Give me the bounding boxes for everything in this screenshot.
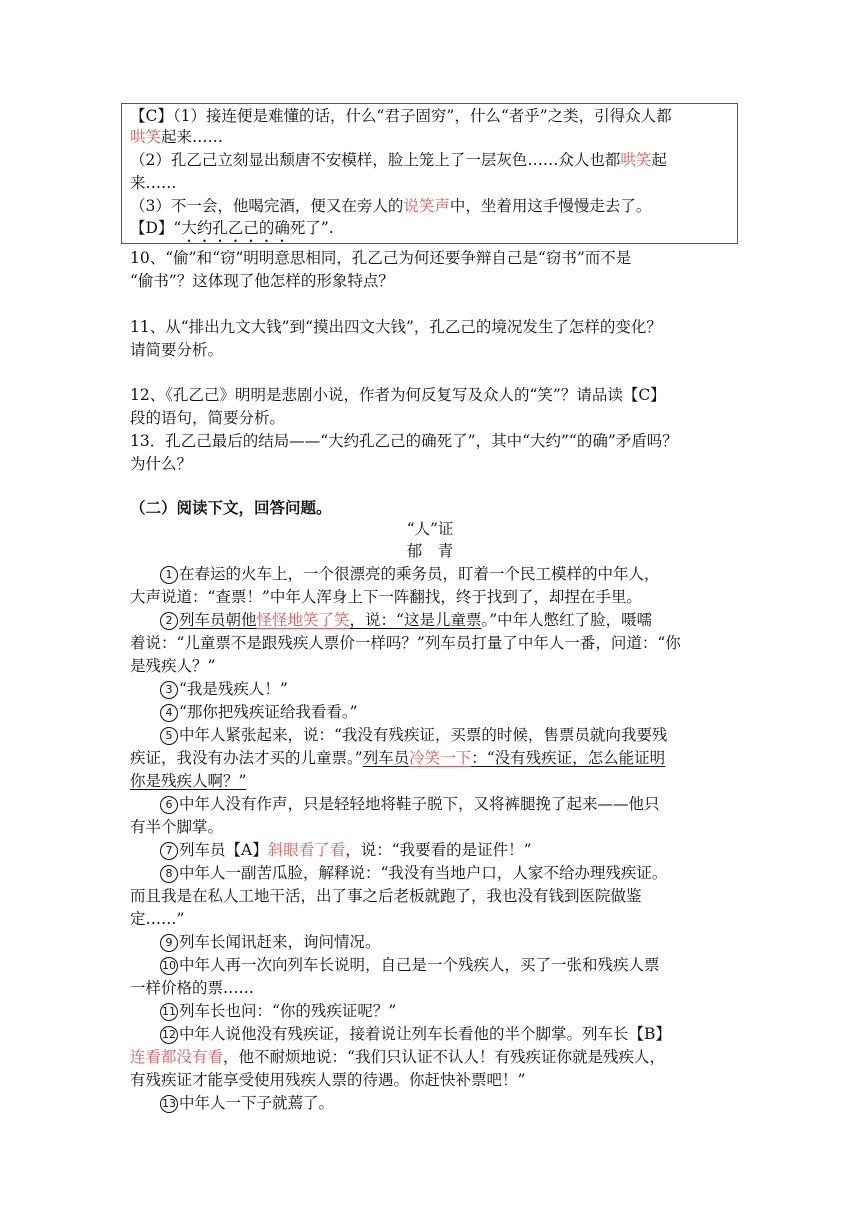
paragraph-12-line-3: 有残疾证才能享受使用残疾人票的待遇。你赶快补票吧！”: [130, 1071, 526, 1089]
question-11-line-1: 11、从“排出九文大钱”到“摸出四文大钱”，孔乙己的境况发生了怎样的变化？: [130, 318, 662, 336]
paragraph-2-line-1: 2 列车员朝他怪怪地笑了笑，说：“这是儿童票。”中年人憋红了脸，嗫嚅: [160, 610, 740, 631]
paragraph-5-line-2: 疾证，我没有办法才买的儿童票。”列车员冷笑一下：“没有残疾证，怎么能证明: [130, 749, 666, 767]
highlight-side-glance: 斜眼看了看: [267, 841, 346, 859]
paragraph-10-line-1: 10 中年人再一次向列车长说明，自己是一个残疾人，买了一张和残疾人票: [162, 956, 660, 974]
question-13-line-2: 为什么？: [130, 455, 193, 473]
paragraph-12-line-1: 12 中年人说他没有残疾证，接着说让列车长看他的半个脚掌。列车长【B】: [162, 1025, 671, 1043]
paragraph-number: 10: [160, 957, 178, 975]
paragraph-2-line-2: 着说：“儿童票不是跟残疾人票价一样吗？”列车员打量了中年人一番，问道：“你: [130, 634, 681, 652]
paragraph-number: 5: [160, 727, 178, 745]
excerpt-c-line-1: 【C】（1）接连便是难懂的话，什么“君子固穷”，什么“者乎”之类，引得众人都: [130, 107, 672, 125]
paragraph-1-line-1: 1 在春运的火车上，一个很漂亮的乘务员，盯着一个民工模样的中年人，: [160, 564, 740, 585]
question-12-line-2: 段的语句，简要分析。: [130, 409, 286, 427]
paragraph-10-line-2: 一样价格的票……: [130, 979, 255, 997]
paragraph-6-line-2: 有半个脚掌。: [130, 818, 224, 836]
paragraph-number: 8: [160, 865, 178, 883]
highlight-laugh: 哄笑: [620, 151, 652, 169]
article-author: 郁 青: [406, 542, 454, 560]
paragraph-number: 13: [160, 1095, 178, 1113]
question-11-line-2: 请简要分析。: [130, 341, 224, 359]
paragraph-5-line-3: 你是残疾人啊？”: [130, 772, 247, 790]
section-heading: （二）阅读下文，回答问题。: [130, 498, 332, 517]
paragraph-8-line-1: 8 中年人一副苦瓜脸，解释说：“我没有当地户口，人家不给办理残疾证。: [160, 863, 740, 884]
paragraph-number: 2: [160, 612, 178, 630]
paragraph-number: 9: [160, 934, 178, 952]
emphasis-dotted: 大约孔乙己的确: [181, 219, 290, 237]
question-10-line-2: “偷书”？这体现了他怎样的形象特点？: [130, 272, 394, 290]
question-10-line-1: 10、“偷”和“窃”明明意思相同，孔乙己为何还要争辩自己是“窃书”而不是: [130, 249, 632, 267]
excerpt-c-line-5: （3）不一会，他喝完酒，便又在旁人的说笑声中，坐着用这手慢慢走去了。: [130, 197, 652, 215]
paragraph-2-line-3: 是残疾人？”: [130, 657, 216, 675]
highlight-laughter: 说笑声: [403, 197, 450, 215]
paragraph-number: 4: [160, 704, 178, 722]
question-12-line-1: 12、《孔乙己》明明是悲剧小说，作者为何反复写及众人的“笑”？请品读【C】: [130, 386, 666, 404]
paragraph-number: 1: [160, 566, 178, 584]
article-title: “人”证: [406, 520, 454, 538]
highlight-laugh: 哄笑: [130, 128, 162, 146]
paragraph-number: 6: [160, 796, 178, 814]
highlight-strange-smile: 怪怪地笑了笑: [256, 611, 350, 629]
paragraph-7: 7 列车员【A】斜眼看了看，说：“我要看的是证件！”: [160, 840, 740, 861]
excerpt-c-line-3: （2）孔乙己立刻显出颓唐不安模样，脸上笼上了一层灰色……众人也都哄笑起: [130, 151, 667, 169]
paragraph-6-line-1: 6 中年人没有作声，只是轻轻地将鞋子脱下，又将裤腿挽了起来——他只: [160, 794, 740, 815]
paragraph-11: 11 列车长也问：“你的残疾证呢？”: [162, 1002, 397, 1020]
paragraph-8-line-2: 而且我是在私人工地干活，出了事之后老板就跑了，我也没有钱到医院做鉴: [130, 887, 642, 905]
highlight-sneer: 冷笑一下: [409, 749, 472, 767]
paragraph-4: 4 “那你把残疾证给我看看。”: [160, 702, 740, 723]
excerpt-d-line: 【D】“大约孔乙己的确死了”.: [130, 219, 334, 237]
paragraph-8-line-3: 定……”: [130, 910, 185, 928]
paragraph-5-line-1: 5 中年人紧张起来，说：“我没有残疾证，买票的时候，售票员就向我要残: [160, 725, 740, 746]
paragraph-9: 9 列车长闻讯赶来，询问情况。: [160, 932, 740, 953]
paragraph-number: 12: [160, 1026, 178, 1044]
paragraph-number: 11: [160, 1003, 178, 1021]
paragraph-1-line-2: 大声说道：“查票！”中年人浑身上下一阵翻找，终于找到了，却捏在手里。: [130, 588, 642, 606]
paragraph-3: 3 “我是残疾人！”: [160, 679, 740, 700]
paragraph-13: 13 中年人一下子就蔫了。: [162, 1094, 335, 1112]
paragraph-12-line-2: 连看都没有看，他不耐烦地说：“我们只认证不认人！有残疾证你就是残疾人，: [130, 1048, 665, 1066]
paragraph-number: 7: [160, 842, 178, 860]
highlight-not-looking: 连看都没有看: [130, 1048, 224, 1066]
question-13-line-1: 13．孔乙己最后的结局——“大约孔乙己的确死了”，其中“大约”“的确”矛盾吗？: [130, 432, 678, 450]
excerpt-c-line-2: 哄笑起来……: [130, 128, 224, 146]
excerpt-c-line-4: 来……: [130, 174, 177, 192]
paragraph-number: 3: [160, 681, 178, 699]
